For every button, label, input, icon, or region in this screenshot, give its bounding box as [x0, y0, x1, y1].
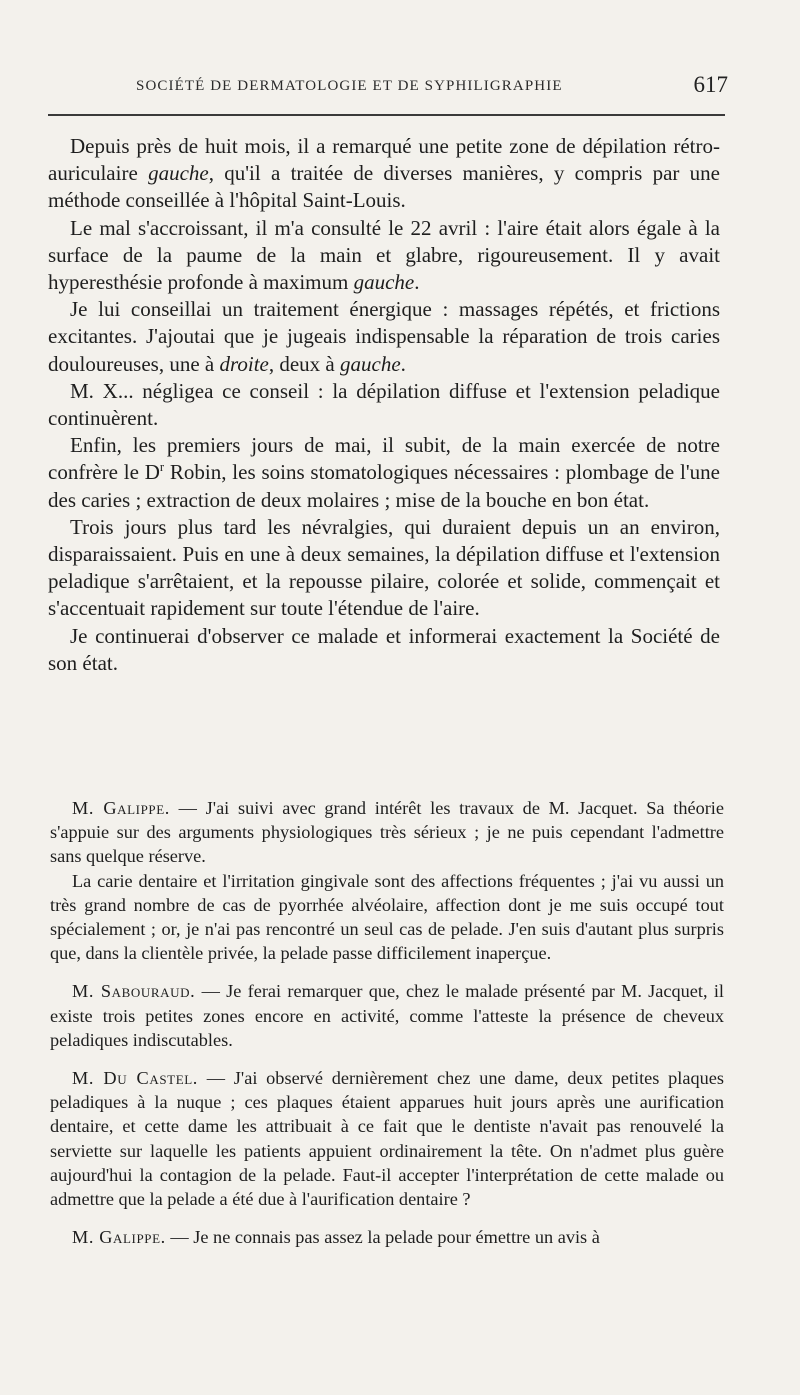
paragraph-7: Je continuerai d'observer ce malade et informerai exactement la Société de son état. — [48, 623, 720, 675]
paragraph-2: Le mal s'accroissant, il m'a consulté le 22 avril : l'aire était alors égale à la surface de la paume de la main et glabre, rigoureusement. Il y avait hyperesthésie profonde à maximum gauche. — [48, 215, 720, 295]
paragraph-3: Je lui conseillai un traitement énergique : massages répétés, et frictions excitantes. J'ajoutai que je jugeais indispensable la réparation de trois caries douloureuses, une à droite, deux à gauche. — [48, 297, 720, 376]
running-head: SOCIÉTÉ DE DERMATOLOGIE ET DE SYPHILIGRAPHIE — [136, 78, 563, 94]
page-header — [48, 72, 728, 102]
discussion — [50, 796, 724, 1249]
discussion-galippe-1-continued: La carie dentaire et l'irritation gingivale sont des affections fréquentes ; j'ai vu aussi un très grand nombre de cas de pyorrhée alvéolaire, affection dont je me suis occupé tout spécialement ; or, je n'ai pas rencontré un seul cas de pelade. J'en suis d'autant plus surpris que, dans la clientèle privée, la pelade passe difficilement inaperçue. — [50, 870, 724, 964]
discussion-du-castel: M. Du Castel. — J'ai observé dernièrement chez une dame, deux petites plaques peladiques à la nuque ; ces plaques étaient apparues huit jours après une aurification dentaire, et cette dame les attribuait à ce fait que le dentiste n'avait pas renouvelé la serviette sur laquelle les patients appuient ordinairement la tête. On n'admet plus guère aujourd'hui la contagion de la pelade. Faut-il accepter l'interprétation de cette malade ou admettre que la pelade a été due à l'aurification dentaire ? — [50, 1068, 724, 1210]
header-rule — [48, 114, 725, 116]
speaker-name: M. Sabouraud. — [72, 981, 196, 1002]
paragraph-1: Depuis près de huit mois, il a remarqué une petite zone de dépilation rétro-auriculaire gauche, qu'il a traitée de diverses manières, y compris par une méthode conseillée à l'hôpital Saint-Louis. — [48, 134, 720, 213]
discussion-galippe-1: M. Galippe. — J'ai suivi avec grand intérêt les travaux de M. Jacquet. Sa théorie s'appuie sur des arguments physiologiques très sérieux ; je ne puis cependant l'admettre sans quelque réserve. — [50, 798, 725, 867]
main-text — [48, 133, 720, 677]
page-number: 617 — [693, 72, 728, 97]
discussion-sabouraud: M. Sabouraud. — Je ferai remarquer que, chez le malade présenté par M. Jacquet, il existe trois petites zones encore en activité, comme l'atteste la présence de cheveux peladiques indiscutables. — [50, 981, 724, 1050]
speaker-name: M. Du Castel. — [72, 1068, 198, 1089]
paragraph-5: Enfin, les premiers jours de mai, il subit, de la main exercée de notre confrère le $D^r$ Robin, les soins stomatologiques nécessaires : plombage de l'une des caries ; extraction de deux molaires ; mise de la bouche en bon état. — [48, 433, 720, 512]
speaker-name: M. Galippe. — [72, 1227, 166, 1248]
paragraph-6: Trois jours plus tard les névralgies, qui duraient depuis un an environ, disparaissaient. Puis en une à deux semaines, la dépilation diffuse et l'extension peladique s'arrêtaient, et la repousse pilaire, colorée et solide, commençait et s'accentuait rapidement sur toute l'étendue de l'aire. — [48, 514, 720, 621]
speaker-name: M. Galippe. — [72, 798, 170, 818]
paragraph-4: M. X... négligea ce conseil : la dépilation diffuse et l'extension peladique continuèrent. — [48, 378, 720, 431]
discussion-galippe-2: M. Galippe. — Je ne connais pas assez la pelade pour émettre un avis à — [72, 1227, 600, 1248]
